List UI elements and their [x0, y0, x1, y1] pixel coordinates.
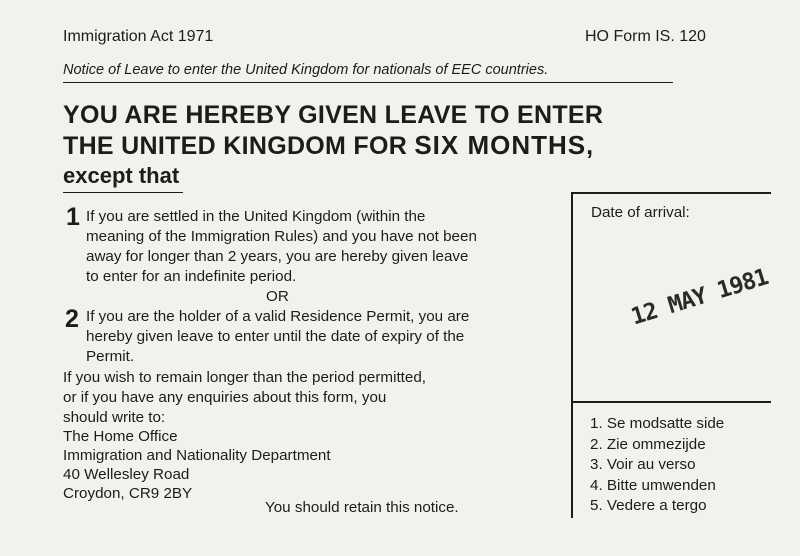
- enquiry-text: [63, 368, 426, 428]
- clause-2-line: hereby given leave to enter until the date of expiry of the: [86, 328, 465, 345]
- headline-line-2-end: ,: [586, 132, 594, 160]
- clause-1-line: meaning of the Immigration Rules) and you have not been: [86, 228, 477, 245]
- clause-2-line: Permit.: [86, 348, 135, 365]
- address-line: The Home Office: [63, 428, 178, 445]
- clause-2-number: 2: [65, 305, 79, 333]
- home-office-address: [63, 427, 331, 503]
- box-divider: [571, 401, 771, 403]
- headline: [63, 100, 743, 161]
- language-item: 4. Bitte umwenden: [590, 476, 716, 494]
- notice-subtitle: Notice of Leave to enter the United Kingdom for nationals of EEC countries.: [63, 62, 673, 83]
- language-item: 1. Se modsatte side: [590, 415, 725, 432]
- date-of-arrival-label: Date of arrival:: [591, 204, 690, 221]
- box-top-border: [571, 192, 771, 194]
- enquiry-line: should write to:: [63, 409, 166, 426]
- clause-1: [86, 207, 477, 287]
- enquiry-line: If you wish to remain longer than the period permitted,: [63, 369, 427, 386]
- language-item: 5. Vedere a tergo: [590, 497, 707, 515]
- address-line: Immigration and Nationality Department: [63, 447, 331, 464]
- headline-line-1: YOU ARE HEREBY GIVEN LEAVE TO ENTER: [63, 101, 604, 129]
- clause-2: [86, 307, 469, 367]
- act-title: Immigration Act 1971: [63, 28, 214, 45]
- headline-emphasis: SIX MONTHS: [414, 130, 587, 160]
- headline-line-2: [63, 130, 743, 161]
- except-that: except that: [63, 163, 183, 193]
- address-line: 40 Wellesley Road: [63, 466, 190, 483]
- language-item: 3. Voir au verso: [590, 456, 696, 474]
- retain-notice: You should retain this notice.: [265, 499, 459, 516]
- clause-1-number: 1: [66, 203, 80, 231]
- clause-2-line: If you are the holder of a valid Residence Permit, you are: [86, 308, 470, 325]
- language-item: 2. Zie ommezijde: [590, 435, 706, 453]
- clause-1-line: If you are settled in the United Kingdom (within the: [86, 208, 426, 225]
- clause-1-line: away for longer than 2 years, you are hereby given leave: [86, 248, 469, 265]
- or-divider: OR: [266, 288, 289, 305]
- form-id: HO Form IS. 120: [585, 28, 706, 45]
- address-line: Croydon, CR9 2BY: [63, 485, 193, 502]
- box-left-border: [571, 192, 573, 518]
- headline-line-2-text: THE UNITED KINGDOM FOR: [63, 132, 415, 160]
- enquiry-line: or if you have any enquiries about this form, you: [63, 389, 387, 406]
- date-stamp: 12 MAY 1981: [628, 264, 771, 331]
- clause-1-line: to enter for an indefinite period.: [86, 268, 297, 285]
- language-list: [590, 414, 724, 517]
